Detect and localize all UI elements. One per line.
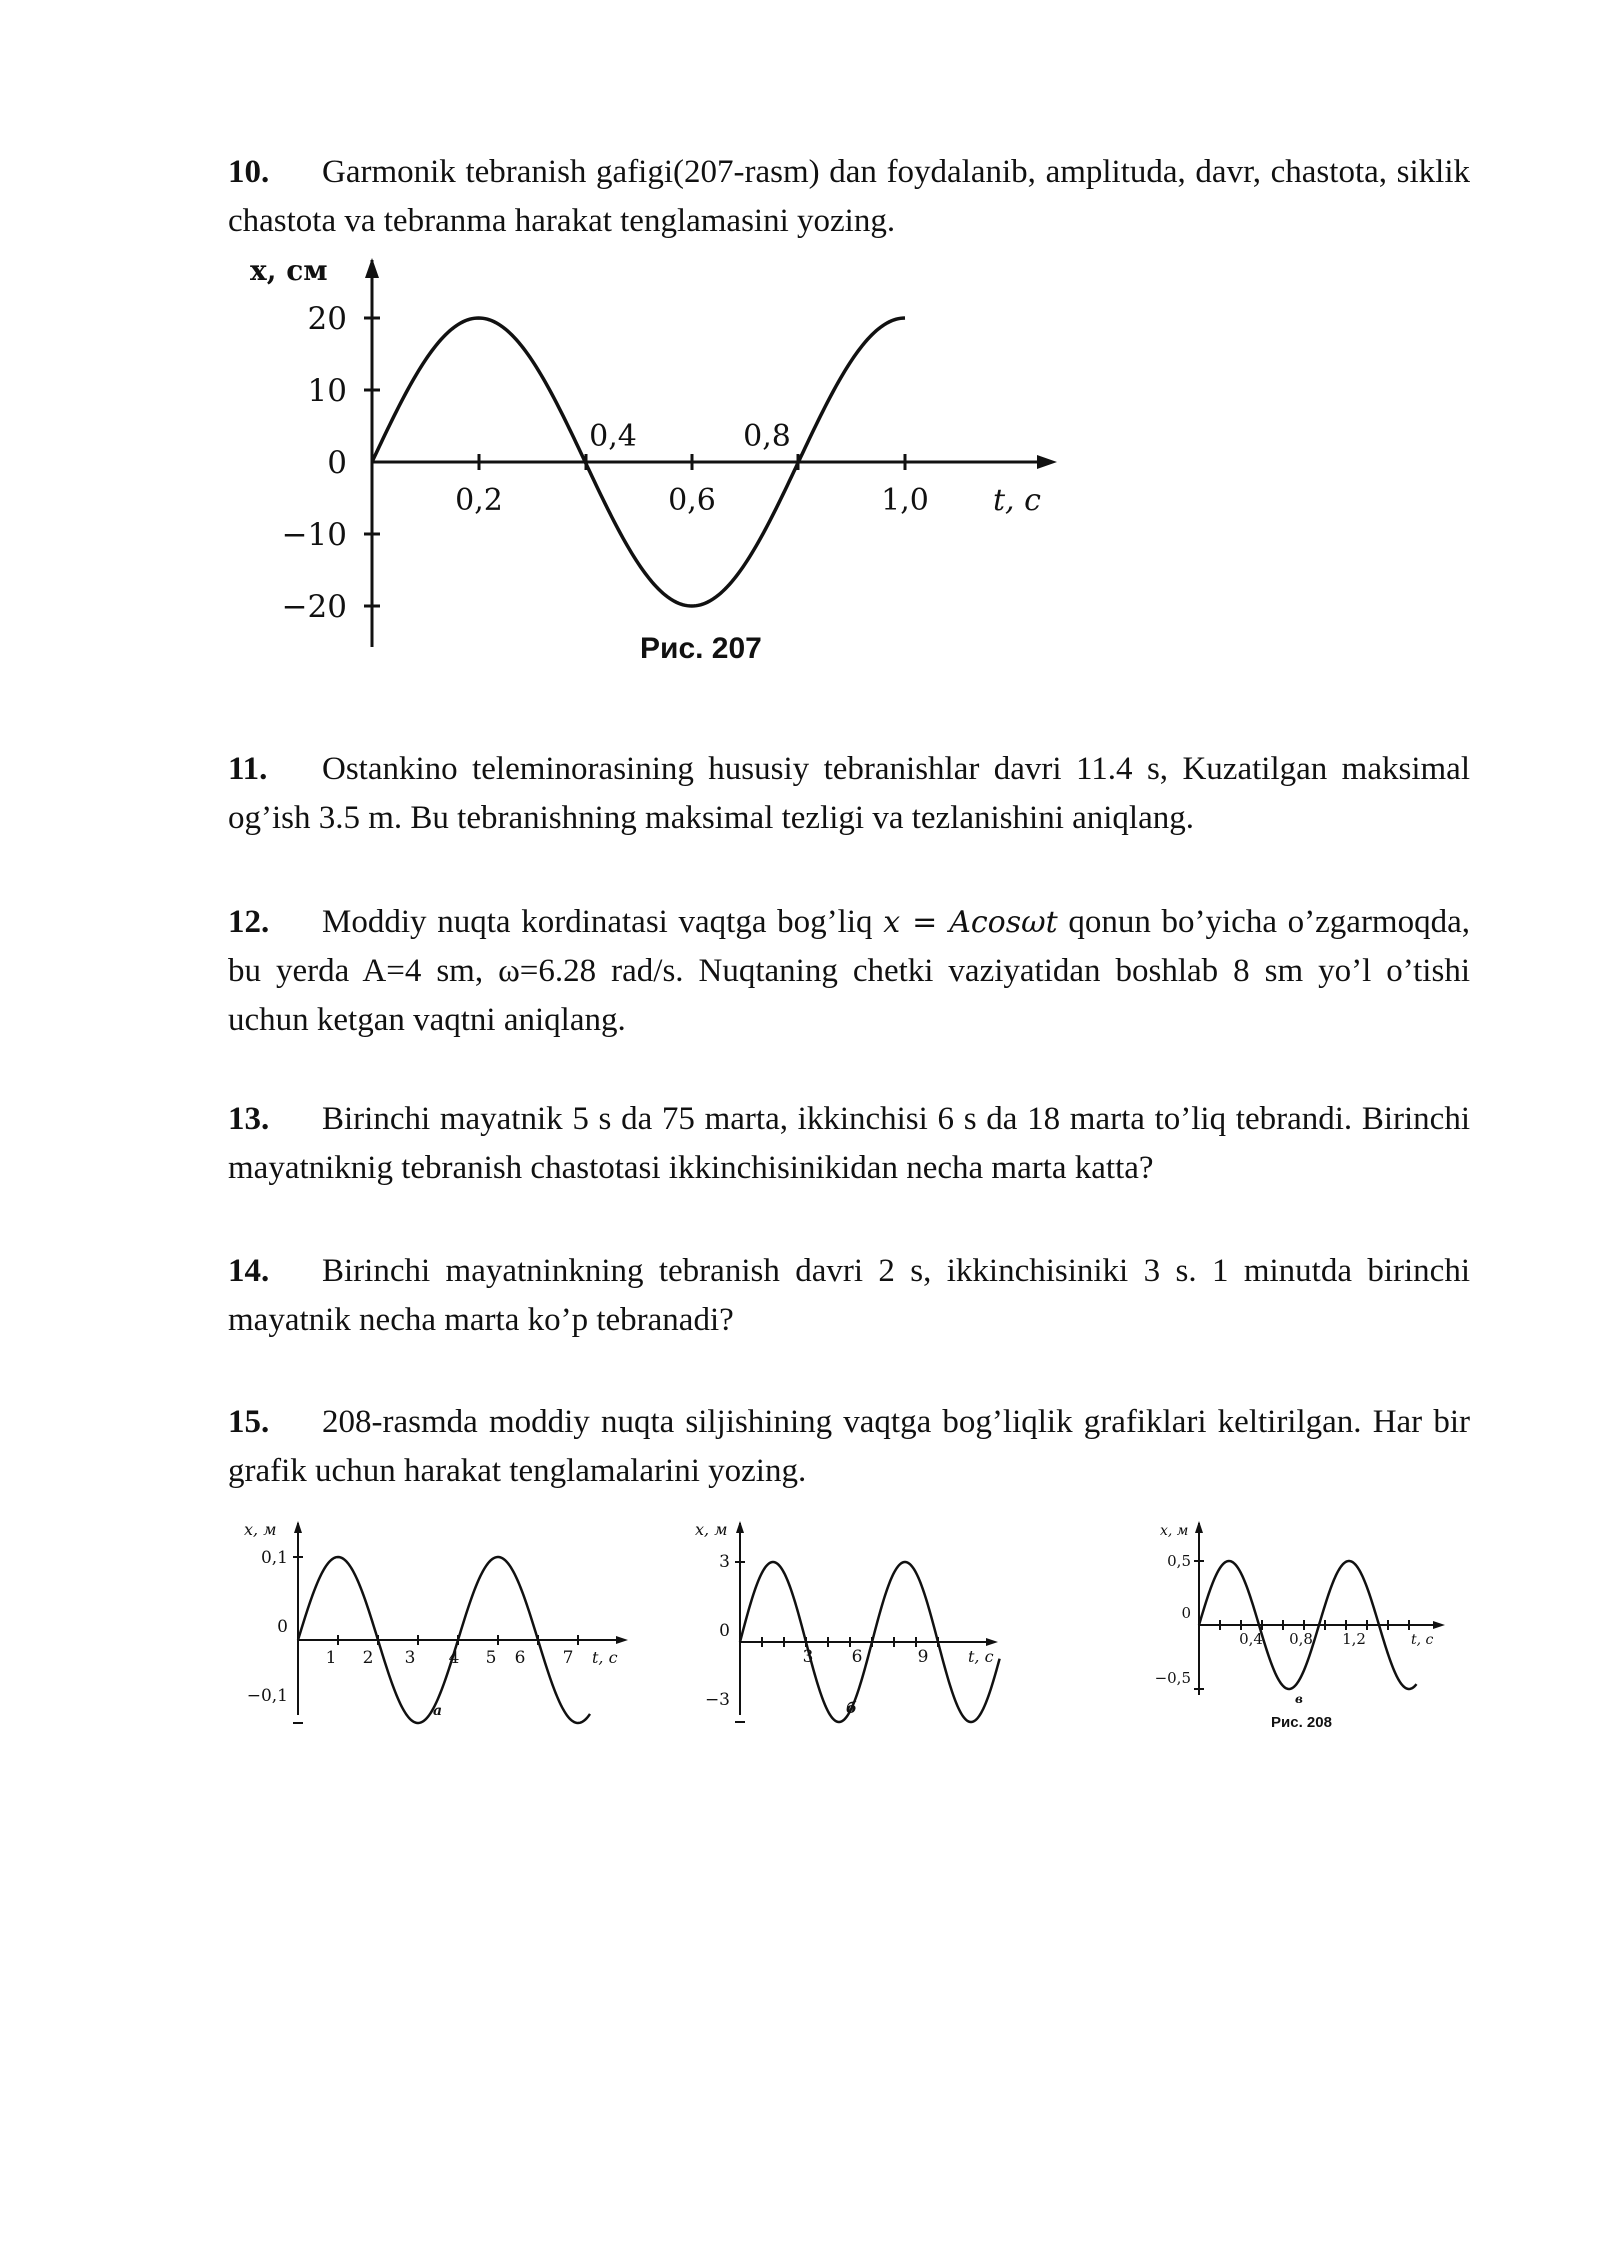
y-tick-label: 0 (327, 445, 347, 481)
x-tick-label: 0,8 (1289, 1630, 1313, 1648)
x-tick-label: 6 (514, 1648, 526, 1668)
y-tick-label: 3 (719, 1552, 730, 1572)
formula: x = Acosωt (883, 905, 1058, 940)
problem-text: Garmonik tebranish gafigi(207-rasm) dan foydalanib, amplituda, davr, chastota, siklik chastota va tebranma harakat tenglamasini yozing. (228, 154, 1470, 239)
y-axis-label: x, м (695, 1520, 728, 1539)
y-tick-label: −10 (281, 517, 347, 553)
problem-13 (228, 1095, 1470, 1193)
x-tick-label: 3 (802, 1647, 814, 1667)
problem-number: 12. (228, 904, 270, 940)
y-tick-label: −0,5 (1155, 1669, 1191, 1687)
x-tick-label: 1,2 (1342, 1630, 1366, 1648)
x-axis-arrow (1037, 455, 1057, 469)
y-axis-label: x, м (244, 1520, 277, 1539)
y-tick-label: 20 (307, 301, 347, 337)
figure-207 (245, 252, 1075, 682)
problem-number: 14. (228, 1253, 270, 1289)
x-tick-label: 0,4 (1239, 1630, 1263, 1648)
problem-11 (228, 745, 1470, 843)
x-tick-label: 0,8 (743, 419, 791, 454)
x-axis-label: t, c (993, 483, 1041, 518)
problem-number: 15. (228, 1404, 270, 1440)
figure-caption: Рис. 208 (1271, 1714, 1332, 1731)
x-tick-label: 0,4 (589, 419, 637, 454)
problem-text: Moddiy nuqta kordinatasi vaqtga bog’liq (322, 904, 884, 940)
problem-14 (228, 1247, 1470, 1345)
x-tick-label: 0,6 (668, 483, 716, 518)
x-tick-label: 3 (404, 1648, 416, 1668)
x-tick-label: 1,0 (881, 483, 929, 518)
problem-12 (228, 898, 1470, 1045)
subfigure-caption: б (846, 1699, 857, 1717)
problem-number: 10. (228, 154, 270, 190)
y-tick-label: 0 (277, 1617, 288, 1637)
y-tick-label: 0,1 (260, 1548, 288, 1568)
y-tick-label: 0,5 (1167, 1552, 1191, 1570)
y-axis-arrow (365, 258, 379, 278)
x-tick-label: 9 (917, 1647, 929, 1667)
figure-208-a (230, 1515, 640, 1725)
problem-text: qonun bo’yicha o’zgarmoqda, bu yerda A=4 sm, ω=6.28 rad/s. Nuqtaning chetki vaziyatidan boshlab 8 sm yo’l o’tishi uchun ketgan vaqtni aniqlang. (228, 904, 1470, 1038)
x-axis-label: t, c (968, 1647, 994, 1666)
problem-text: Birinchi mayatnik 5 s da 75 marta, ikkinchisi 6 s da 18 marta to’liq tebrandi. Birinchi mayatniknig tebranish chastotasi ikkinchisinikidan necha marta katta? (228, 1101, 1470, 1186)
y-tick-label: 10 (307, 373, 347, 409)
subfigure-caption: в (1295, 1692, 1303, 1706)
subfigure-caption: а (433, 1703, 443, 1719)
x-axis-label: t, c (592, 1648, 618, 1667)
problem-text: Ostankino teleminorasining hususiy tebranishlar davri 11.4 s, Kuzatilgan maksimal og’ish 3.5 m. Bu tebranishning maksimal tezligi va tezlanishini aniqlang. (228, 751, 1470, 836)
y-tick-label: 0 (1181, 1604, 1191, 1622)
y-axis-label: x, м (1160, 1523, 1189, 1539)
x-tick-label: 5 (485, 1648, 497, 1668)
figure-208-b (690, 1515, 1020, 1725)
problem-number: 11. (228, 751, 268, 787)
x-tick-label: 0,2 (455, 483, 503, 518)
y-axis-label: x, см (250, 254, 328, 287)
y-tick-label: −0,1 (246, 1686, 288, 1706)
problem-text: Birinchi mayatninkning tebranish davri 2 s, ikkinchisiniki 3 s. 1 minutda birinchi mayatnik necha marta ko’p tebranadi? (228, 1253, 1470, 1338)
x-tick-label: 7 (562, 1648, 574, 1668)
x-tick-label: 4 (448, 1648, 460, 1668)
problem-15 (228, 1398, 1470, 1496)
x-tick-label: 2 (362, 1648, 374, 1668)
figure-208-c (1155, 1515, 1455, 1745)
problem-10 (228, 148, 1470, 246)
problem-number: 13. (228, 1101, 270, 1137)
problem-text: 208-rasmda moddiy nuqta siljishining vaqtga bog’liqlik grafiklari keltirilgan. Har bir grafik uchun harakat tenglamalarini yozing. (228, 1404, 1470, 1489)
y-tick-label: −3 (704, 1690, 730, 1710)
figure-caption: Рис. 207 (640, 632, 762, 665)
y-tick-label: 0 (719, 1621, 730, 1641)
x-axis-label: t, c (1411, 1632, 1434, 1648)
y-tick-label: −20 (281, 589, 347, 625)
x-tick-label: 1 (325, 1648, 337, 1668)
x-tick-label: 6 (851, 1647, 863, 1667)
